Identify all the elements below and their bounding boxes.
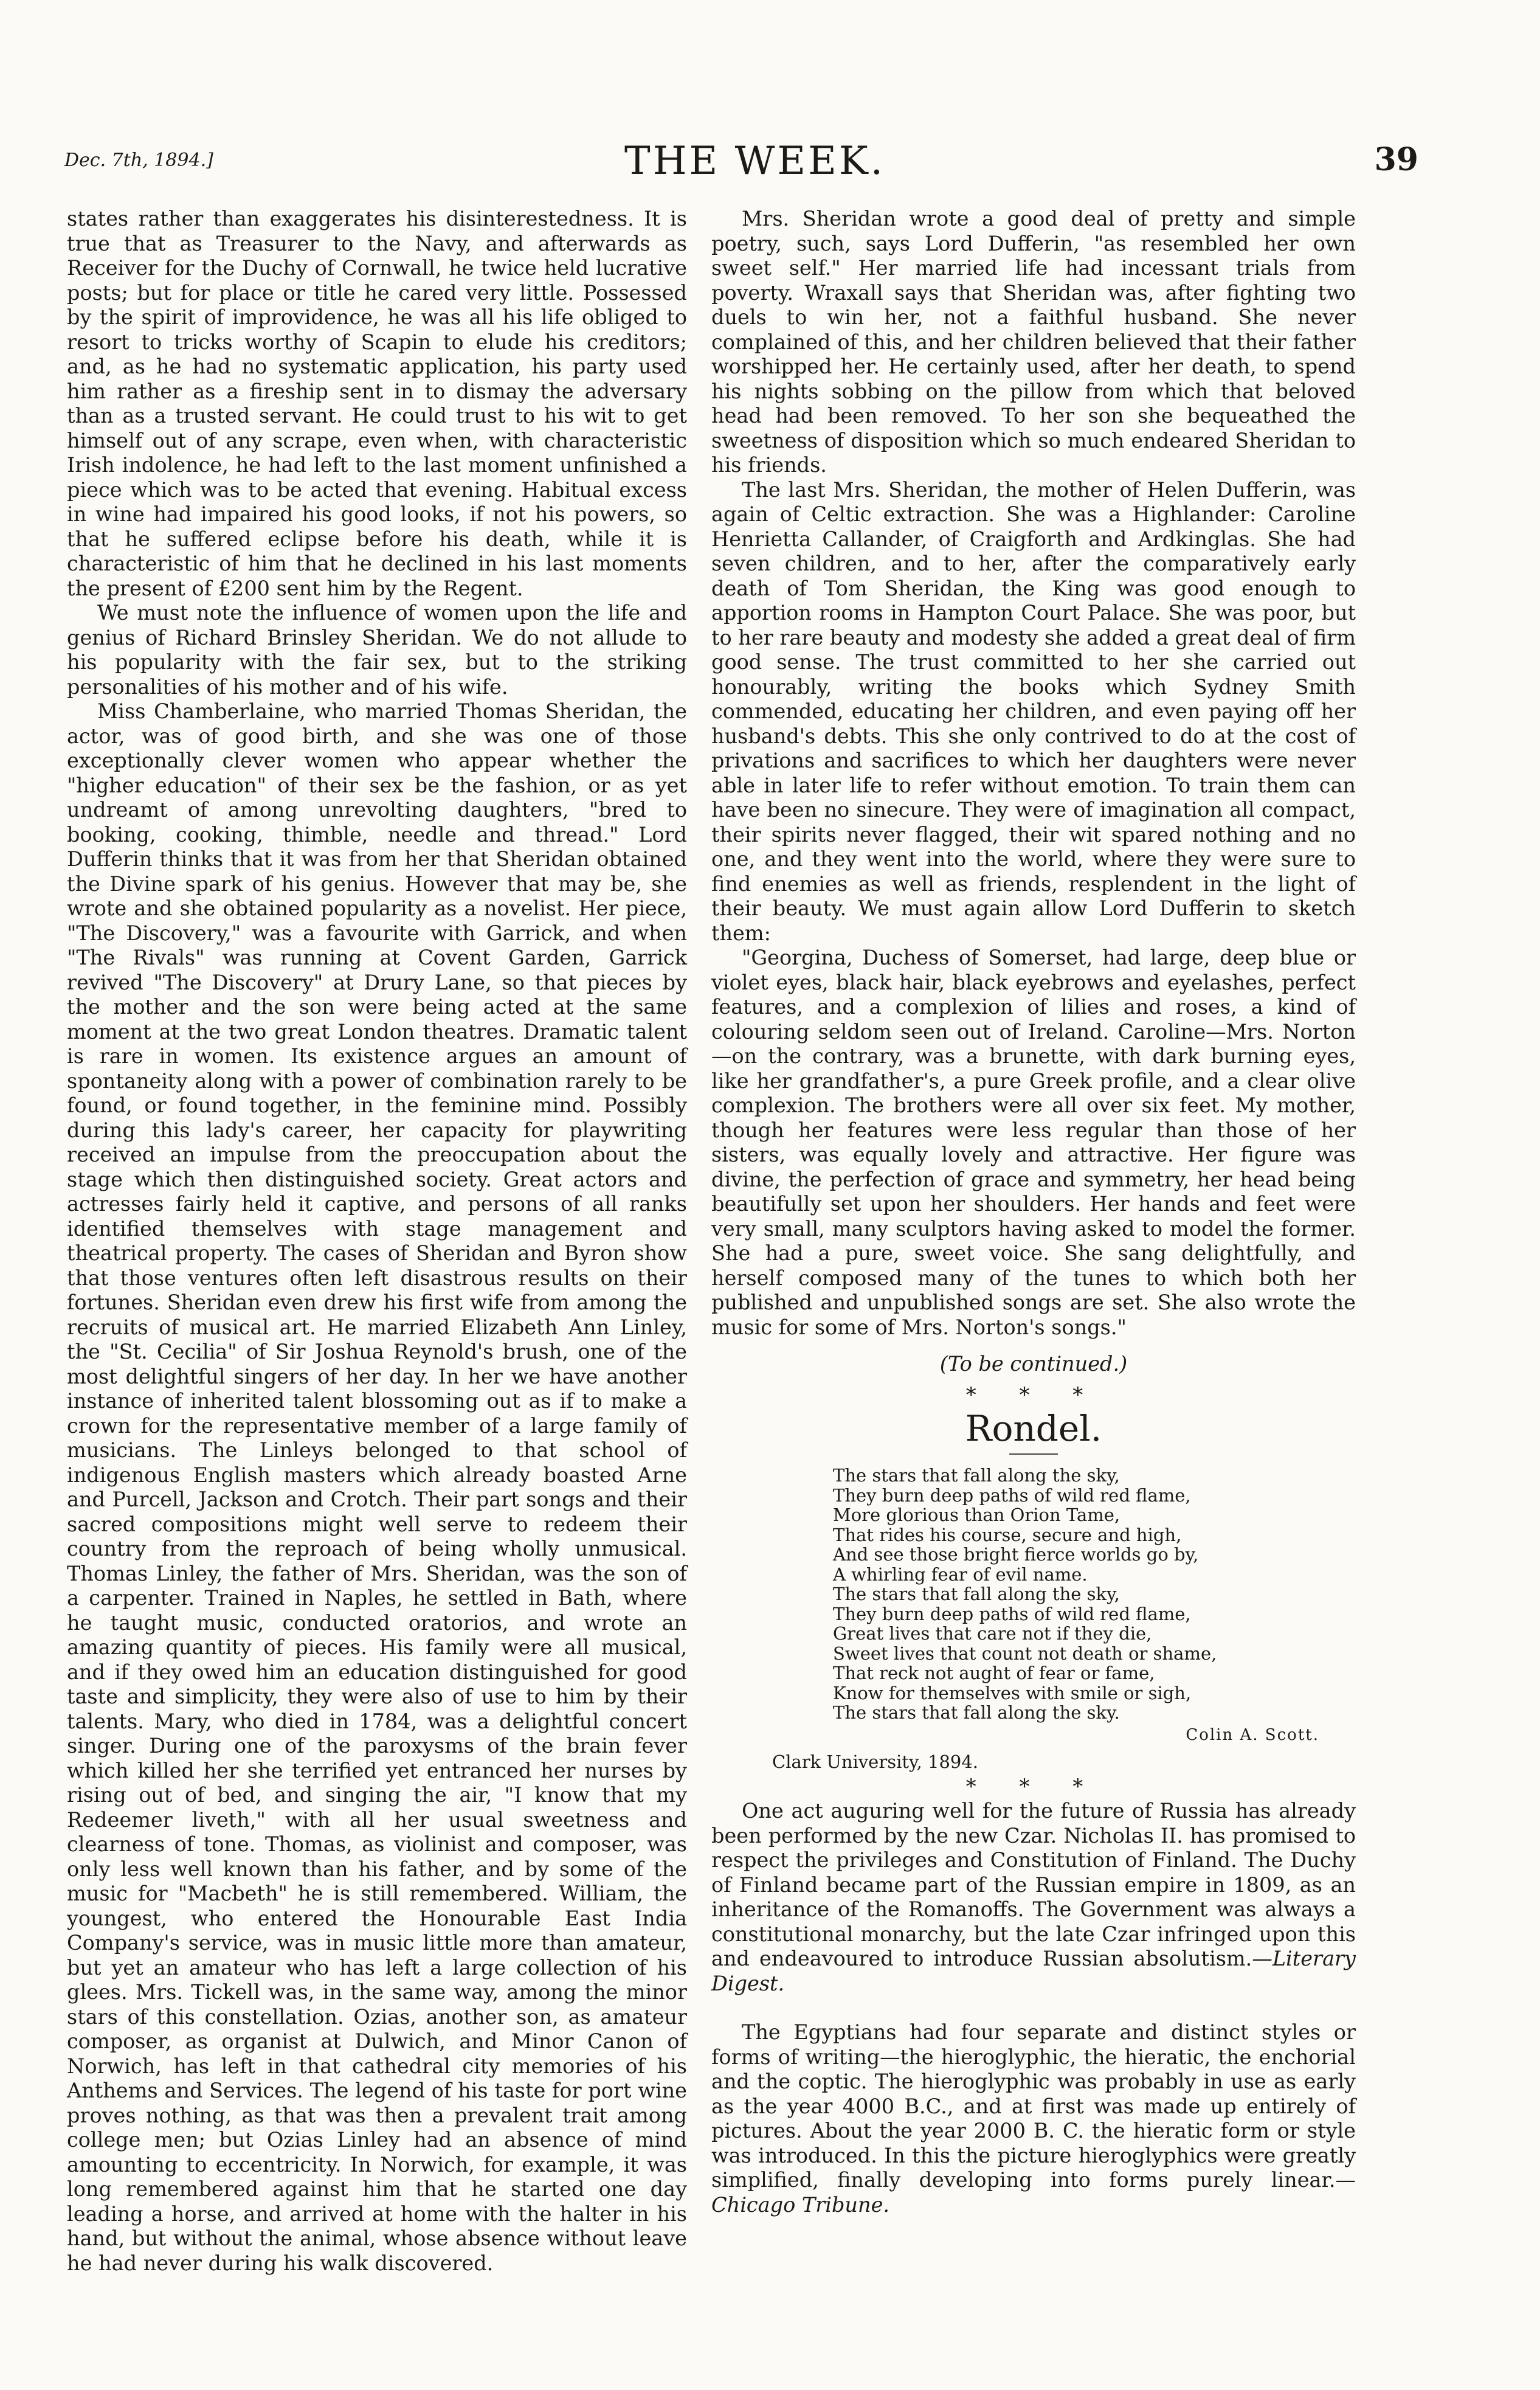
poem-line: Great lives that care not if they die, [833,1623,1152,1644]
poem-line: And see those bright fierce worlds go by, [833,1544,1199,1565]
egypt-text: The Egyptians had four separate and distinct styles or forms of writing—the hieroglyphic, the hieratic, the enchorial and the coptic. The hieroglyphic was probably in use as early as the year 4000 B.C., and at first was made up entirely of pictures. About the year 2000 B. C. the hieratic form or style was introduced. In this the picture hieroglyphics were greatly simplified, finally developing into forms purely linear. [711,2020,1356,2192]
article-paragraph: states rather than exaggerates his disinterestedness. It is true that as Treasurer to the Navy, and afterwards as Receiver for the Duchy of Cornwall, he twice held lucrative posts; but for place or title he cared very little. Possessed by the spirit of improvidence, he was all his life obliged to resort to tricks worthy of Scapin to elude his creditors; and, as he had no systematic application, his party used him rather as a fireship sent in to dismay the adversary than as a trusted servant. He could trust to his wit to get himself out of any scrape, even when, with characteristic Irish indolence, he had left to the last moment unfinished a piece which was to be acted that evening. Habitual excess in wine had impaired his good looks, if not his powers, so that he suffered eclipse before his death, while it is characteristic of him that he declined in his last moments the present of £200 sent him by the Regent. [67,207,687,600]
page-header [43,139,1467,193]
poem-line: That reck not aught of fear or fame, [833,1663,1155,1683]
poem-line: That rides his course, secure and high, [833,1524,1182,1545]
poem-line: They burn deep paths of wild red flame, [833,1484,1191,1506]
section-divider: * * * [965,1382,1102,1407]
poem-line: The stars that fall along the sky, [833,1584,1120,1604]
dufferin-quote: "Georgina, Duchess of Somerset, had large, deep blue or violet eyes, black hair, black eyebrows and eyelashes, perfect features, and a complexion of lilies and roses, a kind of colouring seldom seen out of Ireland. Caroline—Mrs. Norton—on the contrary, was a brunette, with dark burning eyes, like her grandfather's, a pure Greek profile, and a clear olive complexion. The brothers were all over six feet. My mother, though her features were less regular than those of her sisters, was equally lovely and attractive. Her figure was divine, the perfection of grace and symmetry, her head being beautifully set upon her shoulders. Her hands and feet were very small, many sculptors having asked to model the former. She had a pure, sweet voice. She sang delightfully, and herself composed many of the tunes to which both her published and unpublished songs are set. She also wrote the music for some of Mrs. Norton's songs." [711,946,1356,1339]
section-divider: * * * [965,1774,1102,1799]
article-paragraph: Miss Chamberlaine, who married Thomas Sheridan, the actor, was of good birth, and she was one of those exceptionally clever women who appear whether the "higher education" of their sex be the fashion, or as yet undreamt of among unrevolting daughters, "bred to booking, cooking, thimble, needle and thread." Lord Dufferin thinks that it was from her that Sheridan obtained the Divine spark of his genius. However that may be, she wrote and she obtained popularity as a novelist. Her piece, "The Discovery," was a favourite with Garrick, and when "The Rivals" was running at Covent Garden, Garrick revived "The Discovery" at Drury Lane, so that pieces by the mother and the son were being acted at the same moment at the two great London theatres. Dramatic talent is rare in women. Its existence argues an amount of spontaneity along with a power of combination rarely to be found, or found together, in the feminine mind. Possibly during this lady's career, her capacity for playwriting received an impulse from the preoccupation about the stage which then distinguished society. Great actors and actresses fairly held it captive, and persons of all ranks identified themselves with stage management and theatrical property. The cases of Sheridan and Byron show that those ventures often left disastrous results on their fortunes. Sheridan even drew his first wife from among the recruits of musical art. He married Elizabeth Ann Linley, the "St. Cecilia" of Sir Joshua Reynold's brush, one of the most delightful singers of her day. In her we have another instance of inherited talent blossoming out as if to make a crown for the representative member of a large family of musicians. The Linleys belonged to that school of indigenous English masters which already boasted Arne and Purcell, Jackson and Crotch. Their part songs and their sacred compositions might well serve to redeem their country from the reproach of being wholly unmusical. Thomas Linley, the father of Mrs. Sheridan, was the son of a carpenter. Trained in Naples, he settled in Bath, where he taught music, conducted oratorios, and wrote an amazing quantity of pieces. His family were all musical, and if they owed him an education distinguished for good taste and simplicity, they were also of use to him by their talents. Mary, who died in 1784, was a delightful concert singer. During one of the paroxysms of the brain fever which killed her she terrified yet entranced her nurses by rising out of bed, and singing the air, "I know that my Redeemer liveth," with all her usual sweetness and clearness of tone. Thomas, as violinist and composer, was only less well known than his father, and by some of the music for "Macbeth" he is still remembered. William, the youngest, who entered the Honourable East India Company's service, was in music little more than amateur, but yet an amateur who has left a large collection of his glees. Mrs. Tickell was, in the same way, among the minor stars of this constellation. Ozias, another son, as amateur composer, as organist at Dulwich, and Minor Canon of Norwich, has left in that cathedral city memories of his Anthems and Services. The legend of his taste for port wine proves nothing, as that was then a prevalent trait among college men; but Ozias Linley had an absence of mind amounting to eccentricity. In Norwich, for example, it was long remembered against him that he started one day leading a horse, and arrived at home with the halter in his hand, but without the animal, whose absence without leave he had never during his walk discovered. [67,699,687,2275]
egypt-source: —Chicago Tribune. [711,2168,1356,2217]
poem-line: The stars that fall along the sky, [833,1465,1120,1486]
poem-place: Clark University, 1894. [772,1751,979,1772]
left-column [67,207,687,2276]
russia-paragraph [711,1799,1356,1996]
article-paragraph: The last Mrs. Sheridan, the mother of Helen Dufferin, was again of Celtic extraction. She was a Highlander: Caroline Henrietta Callander, of Craigforth and Ardkinglas. She had seven children, and to her, after the comparatively early death of Tom Sheridan, the King was good enough to apportion rooms in Hampton Court Palace. She was poor, but to her rare beauty and modesty she added a great deal of firm good sense. The trust committed to her she carried out honourably, writing the books which Sydney Smith commended, educating her children, and even paying off her husband's debts. This she only contrived to do at the cost of privations and sacrifices to which her daughters were never able in later life to refer without emotion. To train them can have been no sinecure. They were of imagination all compact, their spirits never flagged, their wit spared nothing and no one, and they went into the world, where they were sure to find enemies as well as friends, resplendent in the light of their beauty. We must again allow Lord Dufferin to sketch them: [711,477,1356,945]
issue-date: Dec. 7th, 1894.] [64,150,213,171]
poem-title: Rondel. [965,1408,1102,1449]
article-paragraph: We must note the influence of women upon the life and genius of Richard Brinsley Sheridan. We do not allude to his popularity with the fair sex, but to the striking personalities of his mother and of his wife. [67,601,687,699]
russia-text: One act auguring well for the future of Russia has already been performed by the new Czar. Nicholas II. has promised to respect the privileges and Constitution of Finland. The Duchy of Finland became part of the Russian empire in 1809, as an inheritance of the Romanoffs. The Government was always a constitutional monarchy, but the late Czar infringed upon this and endeavoured to introduce Russian absolutism. [711,1799,1356,1970]
poem-line: A whirling fear of evil name. [833,1564,1088,1585]
poem-body [833,1466,1356,1723]
poem-line: More glorious than Orion Tame, [833,1505,1120,1525]
page-number: 39 [1374,141,1418,178]
article-paragraph: Mrs. Sheridan wrote a good deal of pretty and simple poetry, such, says Lord Dufferin, "as resembled her own sweet self." Her married life had incessant trials from poverty. Wraxall says that Sheridan was, after fighting two duels to win her, not a faithful husband. She never complained of this, and her children believed that their father worshipped her. He certainly used, after her death, to spend his nights sobbing on the pillow from which that beloved head had been removed. To her son she bequeathed the sweetness of disposition which so much endeared Sheridan to his friends. [711,207,1356,477]
russia-source: —Literary Digest. [711,1947,1356,1995]
poem-line: The stars that fall along the sky. [833,1702,1120,1723]
poem-author: Colin A. Scott. [1186,1725,1319,1744]
poem-line: Know for themselves with smile or sigh, [833,1682,1192,1703]
spacer [711,1996,1356,2020]
right-column [711,207,1356,2217]
title-rule [1009,1453,1058,1455]
publication-title: THE WEEK. [624,139,885,184]
to-be-continued: (To be continued.) [939,1352,1128,1376]
poem-line: They burn deep paths of wild red flame, [833,1603,1191,1624]
poem-line: Sweet lives that count not death or shame, [833,1643,1217,1664]
egypt-paragraph [711,2020,1356,2217]
